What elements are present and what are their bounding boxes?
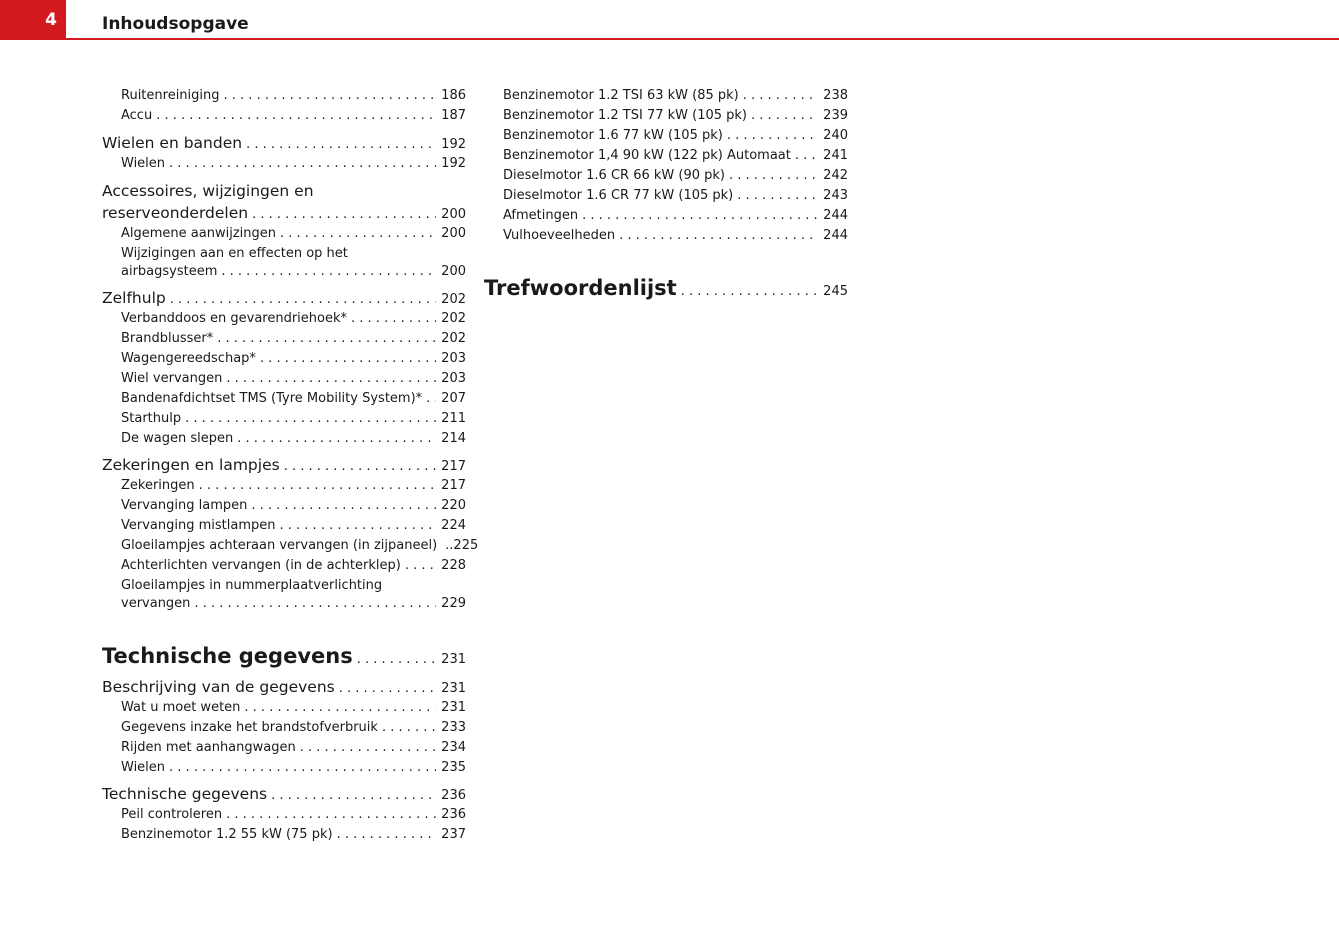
toc-entry[interactable]: Wagengereedschap* . . . 203	[102, 351, 466, 371]
toc-entry[interactable]: Vulhoeveelheden . . . 244	[484, 228, 848, 248]
toc-column-right	[484, 88, 848, 306]
toc-entry[interactable]: Benzinemotor 1,4 90 kW (122 pk) Automaat . . . 241	[484, 148, 848, 168]
toc-entry[interactable]: Afmetingen . . . 244	[484, 208, 848, 228]
toc-entry[interactable]: Ruitenreiniging . . . 186	[102, 88, 466, 108]
toc-entry[interactable]: Wat u moet weten . . . 231	[102, 700, 466, 720]
toc-entry[interactable]: airbagsysteem . . . 200	[102, 264, 466, 284]
toc-entry[interactable]: Dieselmotor 1.6 CR 66 kW (90 pk) . . . 242	[484, 168, 848, 188]
toc-entry[interactable]: Dieselmotor 1.6 CR 77 kW (105 pk) . . . 243	[484, 188, 848, 208]
toc-entry[interactable]: Verbanddoos en gevarendriehoek* . . . 202	[102, 311, 466, 331]
toc-section[interactable]: Zelfhulp . . . 202	[102, 289, 466, 311]
toc-chapter[interactable]: Trefwoordenlijst . . . 245	[484, 276, 848, 306]
toc-entry[interactable]: Brandblusser* . . . 202	[102, 331, 466, 351]
toc-entry[interactable]: Achterlichten vervangen (in de achterklep) . . . 228	[102, 558, 466, 578]
header-divider	[0, 38, 1339, 40]
toc-entry[interactable]: Wielen . . . 192	[102, 156, 466, 176]
toc-chapter[interactable]: Technische gegevens . . . 231	[102, 644, 466, 674]
toc-section[interactable]: Zekeringen en lampjes . . . 217	[102, 456, 466, 478]
toc-entry[interactable]: Wiel vervangen . . . 203	[102, 371, 466, 391]
toc-entry[interactable]: Rijden met aanhangwagen . . . 234	[102, 740, 466, 760]
toc-entry[interactable]: Peil controleren . . . 236	[102, 807, 466, 827]
toc-section[interactable]: reserveonderdelen . . . 200	[102, 204, 466, 226]
toc-entry[interactable]: Gegevens inzake het brandstofverbruik . . . 233	[102, 720, 466, 740]
toc-entry[interactable]: De wagen slepen . . . 214	[102, 431, 466, 451]
toc-column-left	[102, 88, 479, 847]
toc-entry[interactable]: Benzinemotor 1.6 77 kW (105 pk) . . . 240	[484, 128, 848, 148]
toc-entry[interactable]: Vervanging lampen . . . 220	[102, 498, 466, 518]
toc-section[interactable]: Technische gegevens . . . 236	[102, 785, 466, 807]
page-header	[0, 0, 1339, 42]
toc-entry[interactable]: Wielen . . . 235	[102, 760, 466, 780]
toc-entry[interactable]: Zekeringen . . . 217	[102, 478, 466, 498]
toc-section-line[interactable]: Accessoires, wijzigingen en	[102, 182, 314, 200]
page-number-box	[0, 0, 66, 40]
toc-entry[interactable]: Accu . . . 187	[102, 108, 466, 128]
toc-entry[interactable]: Benzinemotor 1.2 55 kW (75 pk) . . . 237	[102, 827, 466, 847]
toc-section[interactable]: Wielen en banden . . . 192	[102, 134, 466, 156]
toc-entry[interactable]: Bandenafdichtset TMS (Tyre Mobility System)* . . . 207	[102, 391, 466, 411]
toc-entry[interactable]: Benzinemotor 1.2 TSI 63 kW (85 pk) . . . 238	[484, 88, 848, 108]
toc-entry-line[interactable]: Gloeilampjes in nummerplaatverlichting	[121, 578, 383, 593]
toc-entry[interactable]: Vervanging mistlampen . . . 224	[102, 518, 466, 538]
toc-entry[interactable]: Gloeilampjes achteraan vervangen (in zijpaneel) ..225	[121, 538, 479, 553]
toc-entry[interactable]: vervangen . . . 229	[102, 596, 466, 616]
toc-section[interactable]: Beschrijving van de gegevens . . . 231	[102, 678, 466, 700]
page-title: Inhoudsopgave	[102, 14, 249, 34]
page-number: 4	[45, 10, 57, 30]
toc-entry-line[interactable]: Wijzigingen aan en effecten op het	[121, 246, 348, 261]
toc-entry[interactable]: Benzinemotor 1.2 TSI 77 kW (105 pk) . . . 239	[484, 108, 848, 128]
toc-entry[interactable]: Algemene aanwijzingen . . . 200	[102, 226, 466, 246]
toc-entry[interactable]: Starthulp . . . 211	[102, 411, 466, 431]
